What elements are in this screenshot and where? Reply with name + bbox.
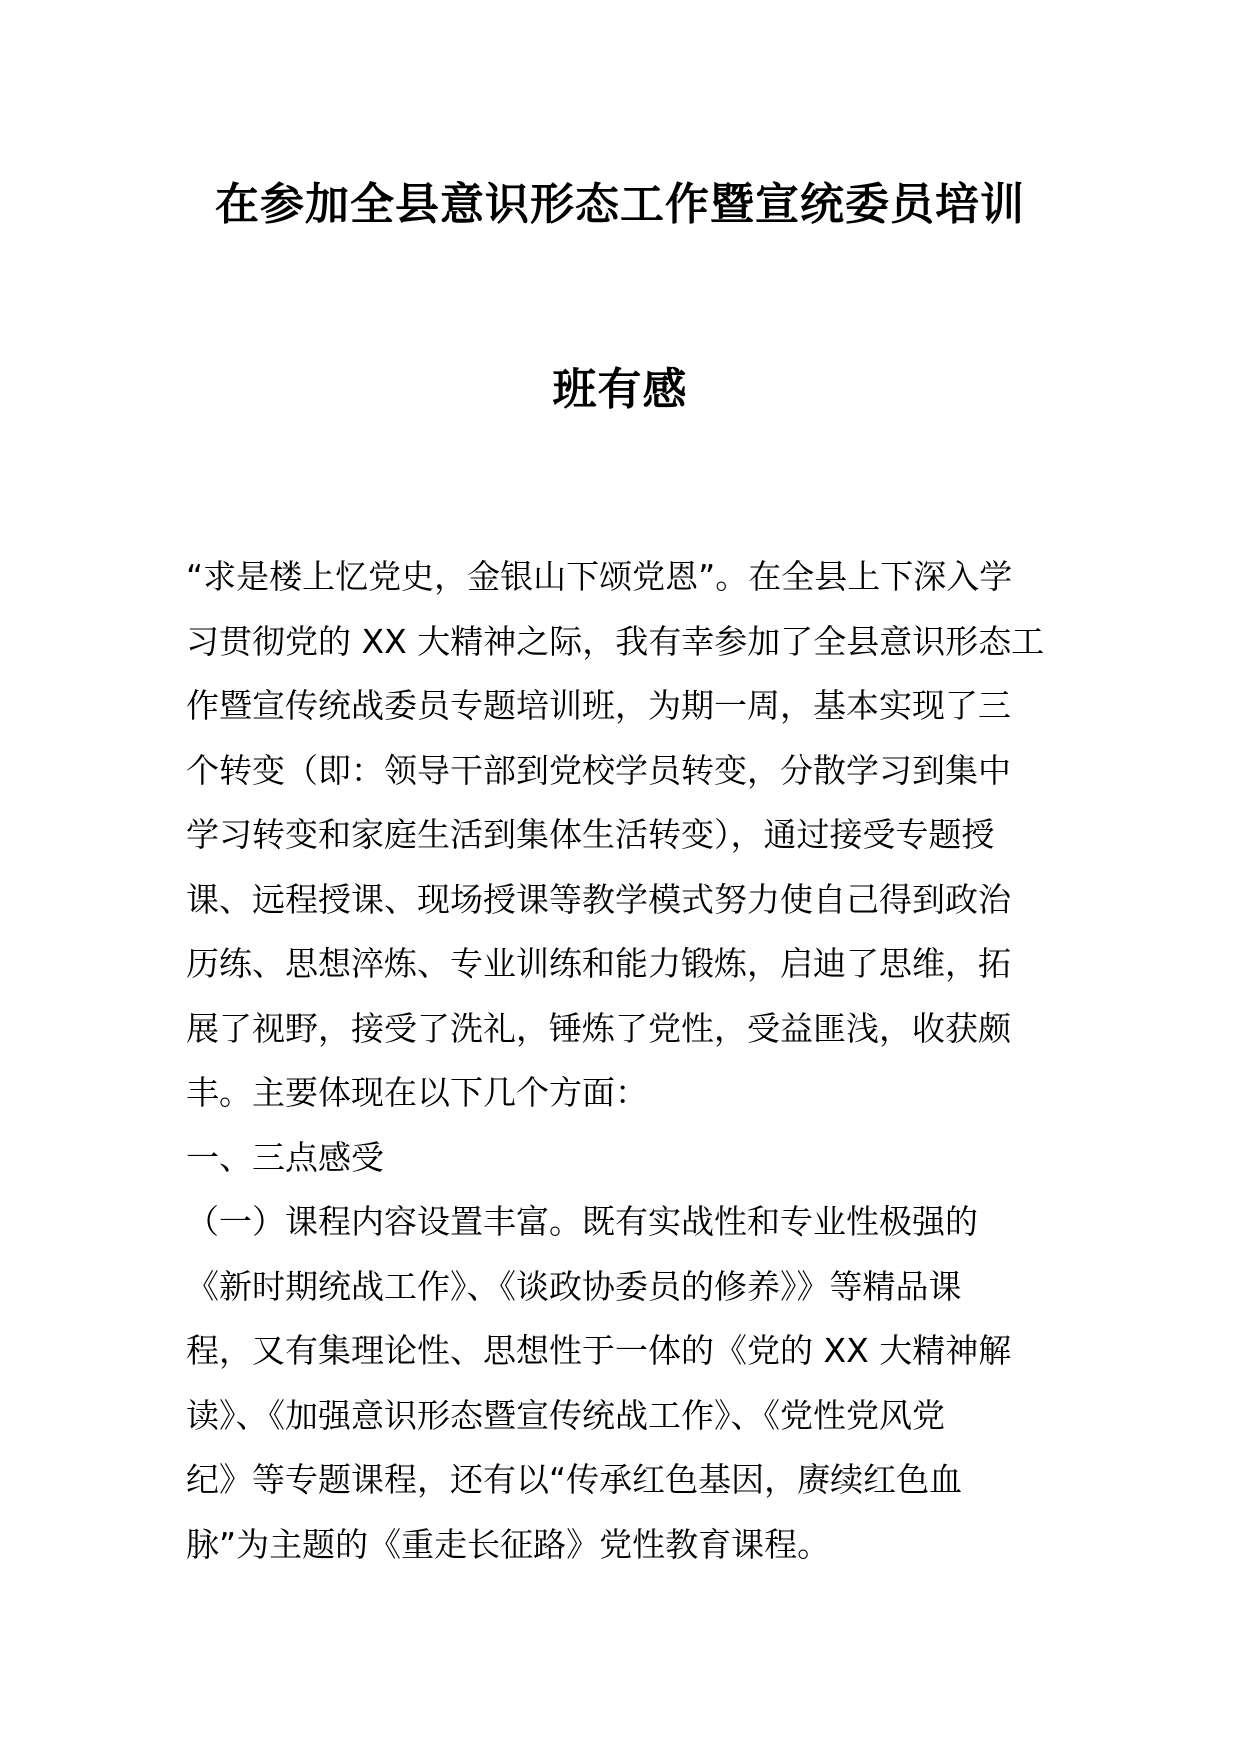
document-title-line-1: 在参加全县意识形态工作暨宣统委员培训 [215, 179, 1025, 230]
paragraph-line: 习贯彻党的 XX 大精神之际，我有幸参加了全县意识形态工 [186, 621, 1045, 661]
paragraph-line: “求是楼上忆党史，金银山下颂党恩”。在全县上下深入学 [186, 557, 1013, 596]
paragraph-line: 展了视野，接受了洗礼，锤炼了党性，受益匪浅，收获颇 [186, 1008, 1011, 1048]
paragraph-line: 丰。主要体现在以下几个方面： [186, 1073, 648, 1112]
section-heading-text: 一、三点感受 [186, 1138, 384, 1177]
paragraph-line: 学习转变和家庭生活到集体生活转变），通过接受专题授 [186, 815, 995, 854]
paragraph-line: 纪》等专题课程，还有以“传承红色基因，赓续红色血 [186, 1460, 963, 1499]
section-heading [186, 1126, 1056, 1191]
paragraph-line: 作暨宣传统战委员专题培训班，为期一周，基本实现了三 [186, 686, 1011, 725]
paragraph-line: 个转变（即：领导干部到党校学员转变，分散学习到集中 [186, 750, 1011, 790]
paragraph-line: 历练、思想淬炼、专业训练和能力锻炼，启迪了思维，拓 [186, 944, 1011, 983]
paragraph-line: 《新时期统战工作》、《谈政协委员的修养》》等精品课 [186, 1266, 962, 1306]
paragraph-line: 脉”为主题的《重走长征路》党性教育课程。 [186, 1524, 831, 1564]
paragraph-courses [186, 1190, 1056, 1577]
paragraph-line: 读》、《加强意识形态暨宣传统战工作》、《党性党风党 [186, 1395, 945, 1435]
paragraph-line: 程，又有集理论性、思想性于一体的《党的 XX 大精神解 [186, 1331, 1012, 1370]
paragraph-line: 课、远程授课、现场授课等教学模式努力使自己得到政治 [186, 879, 1011, 919]
paragraph-intro [186, 545, 1056, 1126]
paragraph-line: （一）课程内容设置丰富。既有实战性和专业性极强的 [186, 1202, 978, 1241]
document-title-line-2: 班有感 [552, 364, 688, 415]
